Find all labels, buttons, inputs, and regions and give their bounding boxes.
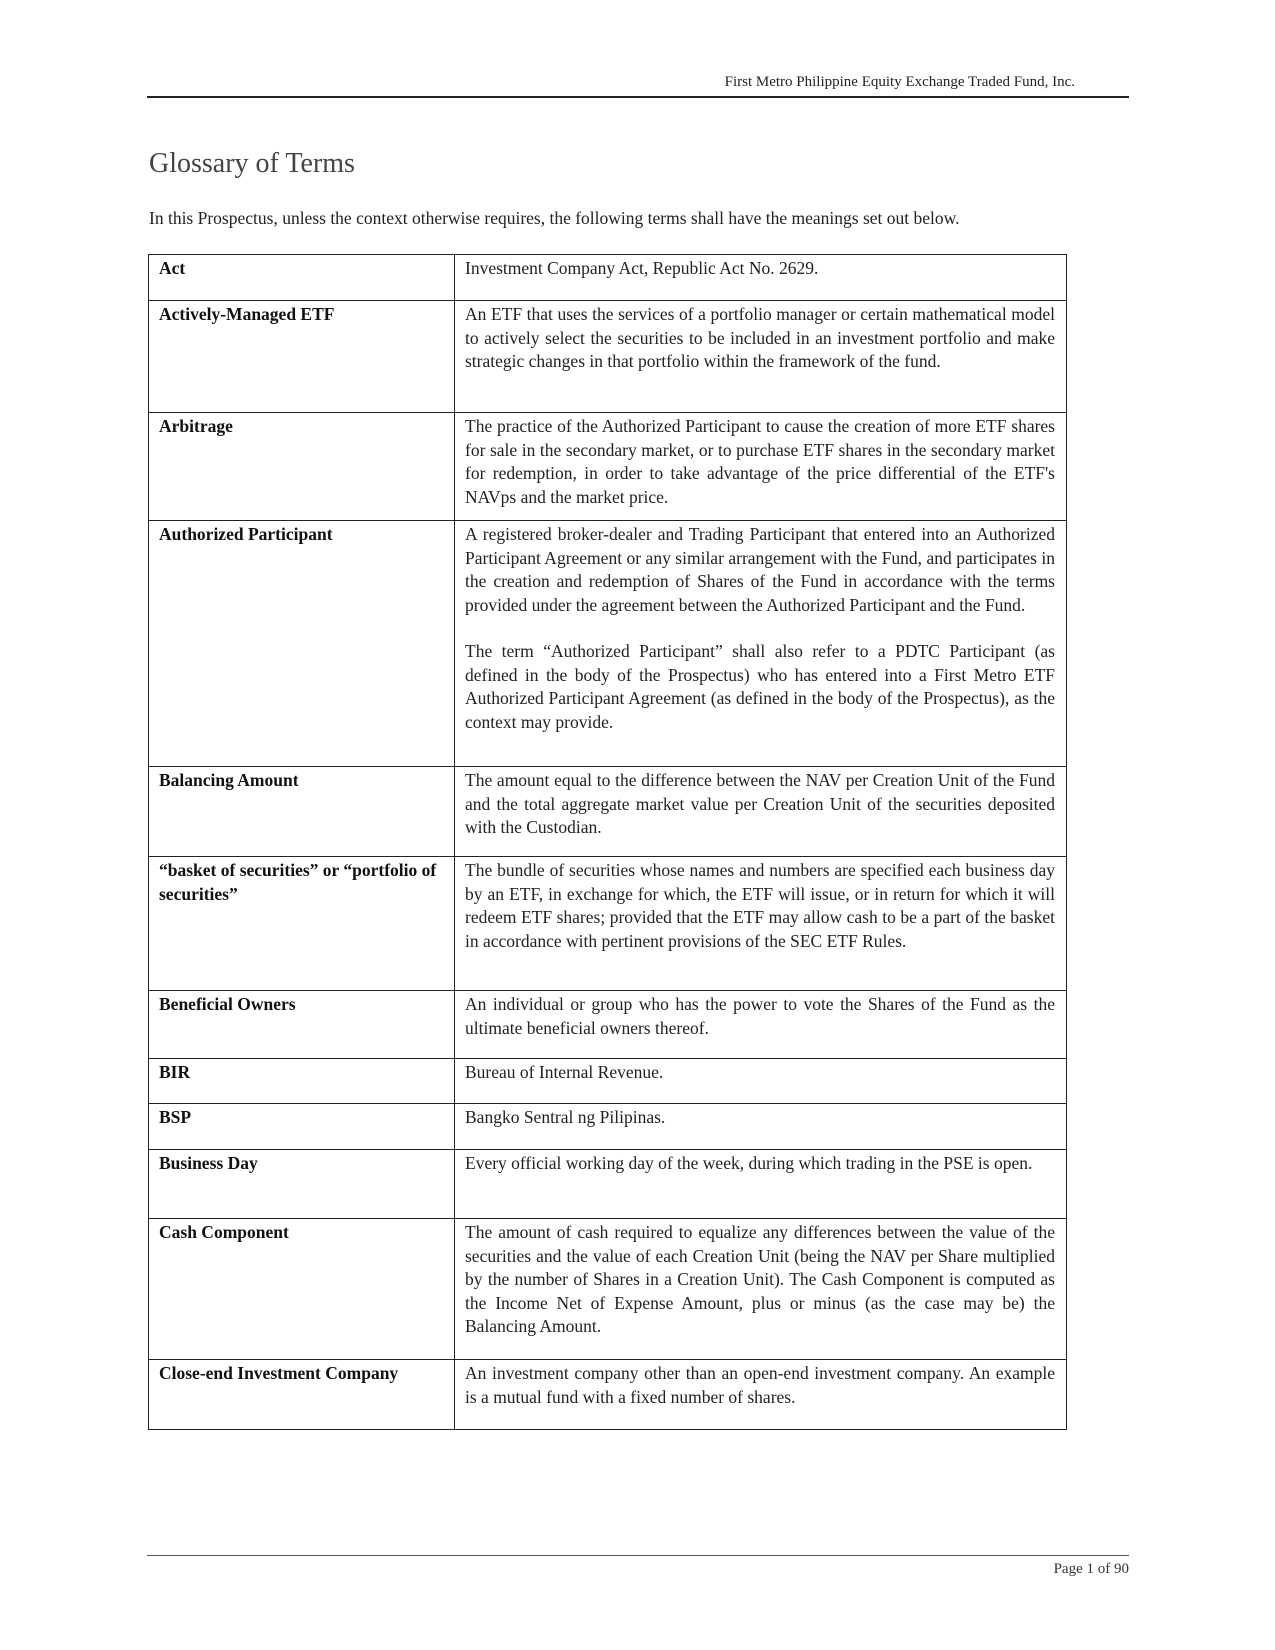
glossary-table (148, 254, 1067, 1430)
definition-cell (455, 991, 1067, 1059)
definition-paragraph: An investment company other than an open-end investment company. An example is a mutual fund with a fixed number of shares. (465, 1363, 1055, 1407)
term-cell: Cash Component (149, 1219, 455, 1360)
table-row (149, 1104, 1067, 1150)
definition-paragraph: Investment Company Act, Republic Act No. 2629. (465, 258, 819, 278)
term-cell: Balancing Amount (149, 767, 455, 857)
definition-paragraph: An individual or group who has the power to vote the Shares of the Fund as the ultimate beneficial owners thereof. (465, 994, 1055, 1038)
term-cell: BIR (149, 1059, 455, 1104)
definition-cell (455, 1360, 1067, 1430)
table-row (149, 413, 1067, 521)
definition-paragraph: Bureau of Internal Revenue. (465, 1062, 664, 1082)
definition-cell (455, 413, 1067, 521)
table-row (149, 857, 1067, 991)
table-row (149, 255, 1067, 301)
footer-divider (147, 1555, 1129, 1556)
table-row (149, 1150, 1067, 1219)
definition-cell (455, 767, 1067, 857)
definition-paragraph: The bundle of securities whose names and numbers are specified each business day by an ETF, in exchange for which, the ETF will issue, or in return for which it will redeem ETF shares; provided that the ETF may allow cash to be a part of the basket in accordance with pertinent provisions of the SEC ETF Rules. (465, 860, 1055, 951)
term-cell: Beneficial Owners (149, 991, 455, 1059)
definition-cell (455, 521, 1067, 767)
table-row (149, 521, 1067, 767)
table-row (149, 1360, 1067, 1430)
term-cell: Act (149, 255, 455, 301)
definition-paragraph: The amount equal to the difference between the NAV per Creation Unit of the Fund and the total aggregate market value per Creation Unit of the securities deposited with the Custodian. (465, 770, 1055, 837)
page-title: Glossary of Terms (149, 148, 355, 179)
header-divider (147, 96, 1129, 98)
term-cell: Business Day (149, 1150, 455, 1219)
running-header: First Metro Philippine Equity Exchange Traded Fund, Inc. (724, 74, 1075, 90)
term-cell: BSP (149, 1104, 455, 1150)
definition-cell (455, 255, 1067, 301)
table-row (149, 1059, 1067, 1104)
definition-paragraph: Bangko Sentral ng Pilipinas. (465, 1107, 666, 1127)
table-row (149, 1219, 1067, 1360)
term-cell: Arbitrage (149, 413, 455, 521)
definition-cell (455, 301, 1067, 413)
term-cell: Close-end Investment Company (149, 1360, 455, 1430)
definition-paragraph: An ETF that uses the services of a portfolio manager or certain mathematical model to actively select the securities to be included in an investment portfolio and make strategic changes in that portfolio within the framework of the fund. (465, 304, 1055, 371)
definition-cell (455, 857, 1067, 991)
intro-paragraph: In this Prospectus, unless the context otherwise requires, the following terms shall have the meanings set out below. (149, 208, 960, 228)
table-row (149, 991, 1067, 1059)
definition-cell (455, 1219, 1067, 1360)
definition-cell (455, 1104, 1067, 1150)
definition-cell (455, 1059, 1067, 1104)
definition-cell (455, 1150, 1067, 1219)
page-number: Page 1 of 90 (1053, 1561, 1129, 1577)
table-row (149, 301, 1067, 413)
definition-paragraph: Every official working day of the week, during which trading in the PSE is open. (465, 1153, 1033, 1173)
term-cell: Authorized Participant (149, 521, 455, 767)
definition-paragraph: The practice of the Authorized Participant to cause the creation of more ETF shares for sale in the secondary market, or to purchase ETF shares in the secondary market for redemption, in order to take advantage of the price differential of the ETF's NAVps and the market price. (465, 416, 1055, 507)
definition-paragraph: The amount of cash required to equalize any differences between the value of the securities and the value of each Creation Unit (being the NAV per Share multiplied by the number of Shares in a Creation Unit). The Cash Component is computed as the Income Net of Expense Amount, plus or minus (as the case may be) the Balancing Amount. (465, 1222, 1055, 1336)
definition-paragraph: A registered broker-dealer and Trading Participant that entered into an Authorized Participant Agreement or any similar arrangement with the Fund, and participates in the creation and redemption of Shares of the Fund in accordance with the terms provided under the agreement between the Authorized Participant and the Fund. (465, 524, 1055, 615)
table-row (149, 767, 1067, 857)
term-cell: Actively-Managed ETF (149, 301, 455, 413)
definition-paragraph: The term “Authorized Participant” shall also refer to a PDTC Participant (as defined in the body of the Prospectus) who has entered into a First Metro ETF Authorized Participant Agreement (as defined in the body of the Prospectus), as the context may provide. (465, 641, 1055, 732)
term-cell: “basket of securities” or “portfolio of securities” (149, 857, 455, 991)
